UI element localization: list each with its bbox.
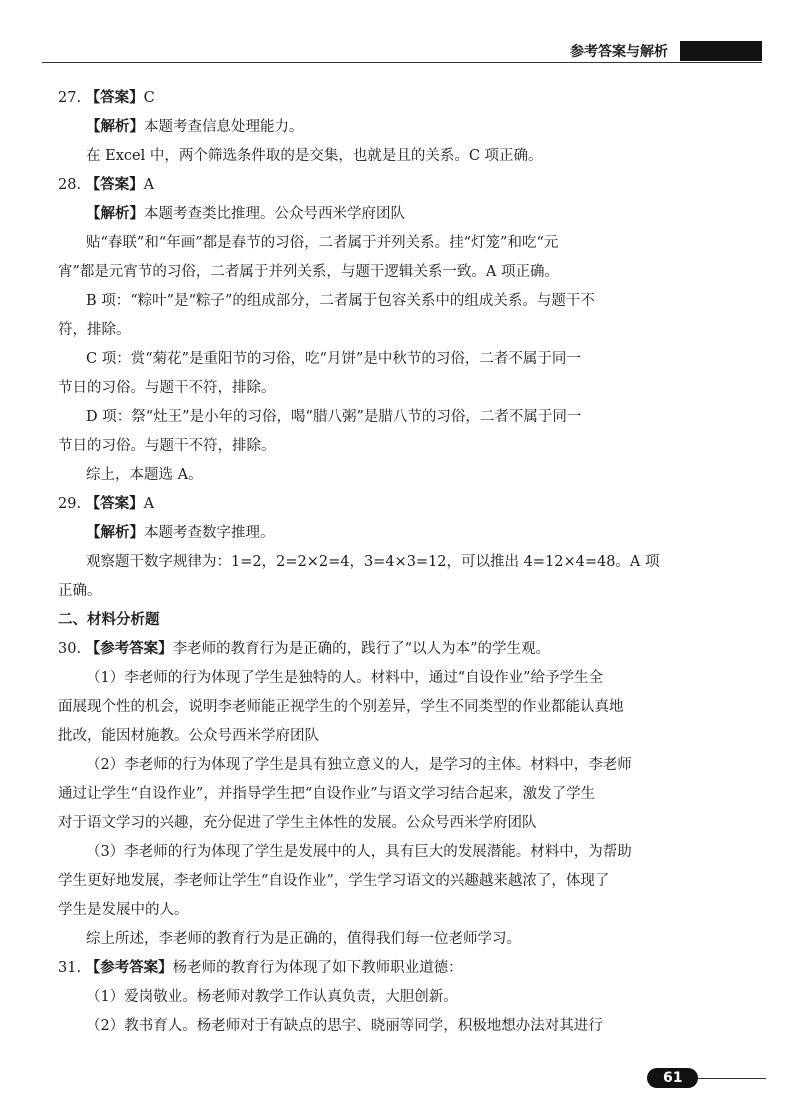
- answer-content: [58, 84, 758, 1041]
- line-text: 杨老师的教育行为体现了如下教师职业道德：: [172, 960, 463, 976]
- text-line: [58, 983, 758, 1012]
- line-text: （2）教书育人。杨老师对于有缺点的思宇、晓丽等同学，积极地想办法对其进行: [86, 1018, 603, 1034]
- text-line: [58, 838, 758, 867]
- answer-label: 【解析】: [86, 525, 144, 541]
- line-text: 符，排除。: [58, 322, 131, 338]
- question-number: 27.: [58, 90, 82, 106]
- text-line: [58, 403, 758, 432]
- line-text: 宵”都是元宵节的习俗，二者属于并列关系，与题干逻辑关系一致。A 项正确。: [58, 264, 559, 280]
- answer-label: 【答案】: [85, 496, 144, 512]
- answer-label: 【答案】: [85, 90, 144, 106]
- line-text: D 项：祭“灶王”是小年的习俗，喝“腊八粥”是腊八节的习俗，二者不属于同一: [86, 409, 582, 425]
- line-text: 综上所述，李老师的教育行为是正确的，值得我们每一位老师学习。: [86, 931, 521, 947]
- line-text: 批改，能因材施教。公众号西米学府团队: [58, 728, 319, 744]
- text-line: [58, 374, 758, 403]
- line-text: 贴“春联”和“年画”都是春节的习俗，二者属于并列关系。挂“灯笼”和吃“元: [86, 235, 559, 251]
- answer-label: 【参考答案】: [85, 641, 173, 657]
- line-text: （3）李老师的行为体现了学生是发展中的人，具有巨大的发展潜能。材料中，为帮助: [86, 844, 632, 860]
- text-line: [58, 432, 758, 461]
- line-text: （1）爱岗敬业。杨老师对教学工作认真负责，大胆创新。: [86, 989, 458, 1005]
- text-line: [58, 548, 758, 577]
- answer-line: [58, 490, 758, 519]
- text-line: [58, 1012, 758, 1041]
- line-text: 本题考查信息处理能力。: [144, 119, 304, 135]
- page-footer: [647, 1068, 766, 1088]
- text-line: [58, 664, 758, 693]
- line-text: C 项：赏“菊花”是重阳节的习俗，吃“月饼”是中秋节的习俗，二者不属于同一: [86, 351, 581, 367]
- question-number: 28.: [58, 177, 82, 193]
- line-text: A: [143, 177, 155, 193]
- header-title: 参考答案与解析: [570, 44, 668, 60]
- line-text: 综上，本题选 A。: [86, 467, 203, 483]
- question-number: 31.: [58, 960, 82, 976]
- text-line: [58, 867, 758, 896]
- text-line: [58, 896, 758, 925]
- line-text: 通过让学生“自设作业”，并指导学生把“自设作业”与语文学习结合起来，激发了学生: [58, 786, 596, 802]
- text-line: [58, 780, 758, 809]
- answer-line: [58, 171, 758, 200]
- answer-label: 【解析】: [86, 119, 144, 135]
- line-text: 本题考查类比推理。公众号西米学府团队: [144, 206, 405, 222]
- text-line: [58, 519, 758, 548]
- question-number: 30.: [58, 641, 82, 657]
- header-black-bar: [680, 41, 762, 61]
- answer-line: [58, 635, 758, 664]
- line-text: 面展现个性的机会，说明李老师能正视学生的个别差异，学生不同类型的作业都能认真地: [58, 699, 624, 715]
- text-line: [58, 461, 758, 490]
- text-line: [58, 258, 758, 287]
- page-number: 61: [647, 1068, 698, 1088]
- text-line: [58, 722, 758, 751]
- text-line: [58, 925, 758, 954]
- text-line: [58, 809, 758, 838]
- text-line: [58, 229, 758, 258]
- answer-label: 【参考答案】: [85, 960, 173, 976]
- line-text: 在 Excel 中，两个筛选条件取的是交集，也就是且的关系。C 项正确。: [86, 148, 543, 164]
- line-text: 学生是发展中的人。: [58, 902, 189, 918]
- page-header: [570, 40, 762, 62]
- section-heading: [58, 606, 758, 635]
- line-text: 本题考查数字推理。: [144, 525, 275, 541]
- question-number: 29.: [58, 496, 82, 512]
- line-text: （1）李老师的行为体现了学生是独特的人。材料中，通过“自设作业”给予学生全: [86, 670, 604, 686]
- answer-line: [58, 84, 758, 113]
- text-line: [58, 751, 758, 780]
- line-text: 李老师的教育行为是正确的，践行了“以人为本”的学生观。: [172, 641, 550, 657]
- text-line: [58, 693, 758, 722]
- text-line: [58, 577, 758, 606]
- answer-label: 【解析】: [86, 206, 144, 222]
- line-text: C: [143, 90, 155, 106]
- text-line: [58, 345, 758, 374]
- line-text: 正确。: [58, 583, 102, 599]
- line-text: 观察题干数字规律为：1=2，2=2×2=4，3=4×3=12，可以推出 4=12×4=48。A 项: [86, 554, 660, 570]
- text-line: [58, 113, 758, 142]
- header-rule: [42, 62, 762, 63]
- line-text: B 项：“粽叶”是“粽子”的组成部分，二者属于包容关系中的组成关系。与题干不: [86, 293, 595, 309]
- line-text: 节日的习俗。与题干不符，排除。: [58, 380, 276, 396]
- answer-label: 【答案】: [85, 177, 144, 193]
- text-line: [58, 316, 758, 345]
- line-text: 二、材料分析题: [58, 612, 160, 628]
- line-text: 节日的习俗。与题干不符，排除。: [58, 438, 276, 454]
- line-text: 学生更好地发展，李老师让学生“自设作业”，学生学习语文的兴趣越来越浓了，体现了: [58, 873, 610, 889]
- text-line: [58, 200, 758, 229]
- answer-line: [58, 954, 758, 983]
- text-line: [58, 142, 758, 171]
- text-line: [58, 287, 758, 316]
- line-text: A: [143, 496, 155, 512]
- footer-rule: [698, 1078, 766, 1079]
- line-text: （2）李老师的行为体现了学生是具有独立意义的人，是学习的主体。材料中，李老师: [86, 757, 632, 773]
- line-text: 对于语文学习的兴趣，充分促进了学生主体性的发展。公众号西米学府团队: [58, 815, 537, 831]
